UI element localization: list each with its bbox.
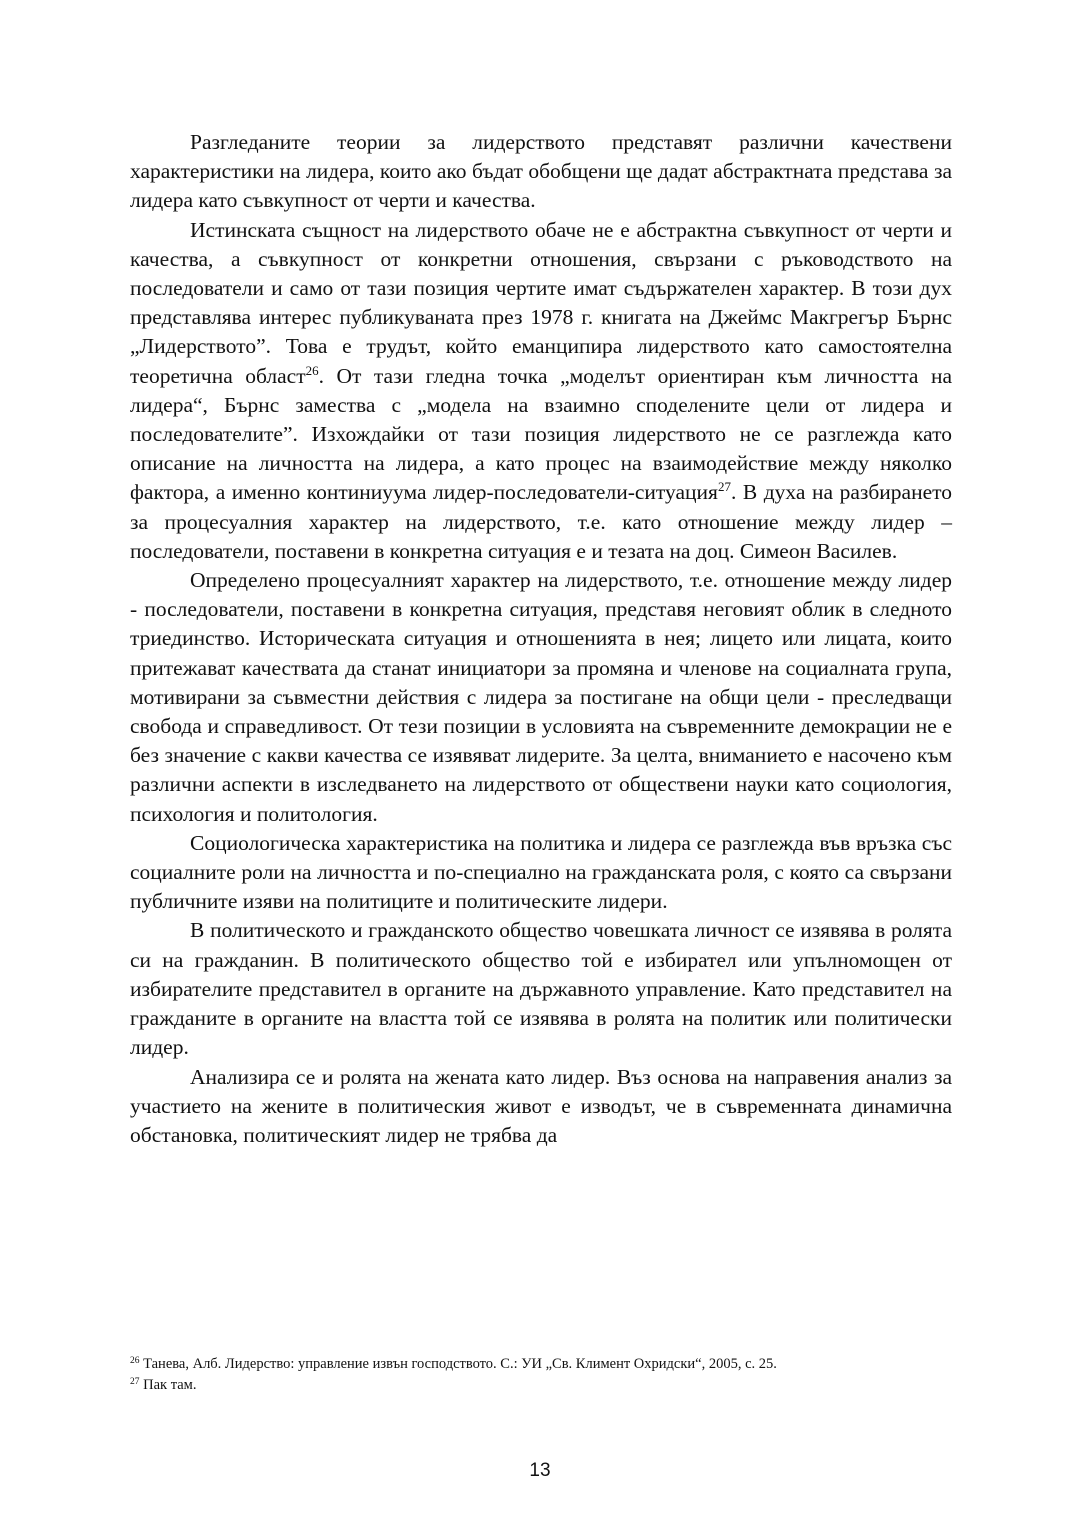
- paragraph-6: Анализира се и ролята на жената като лидер. Въз основа на направения анализ за участието на жените в политическия живот е изводът, че в съвременната динамична обстановка, политическият лидер не трябва да: [130, 1064, 952, 1147]
- paragraph-2-part-b: . От тази гледна точка „моделът ориентиран към личността на лидера“, Бърнс замества с „модела на взаимно споделените цели от лидера и последователите”. Изхождайки от тази позиция лидерството не се разглежда като описание на личността на лидера, а като процес на взаимодействие между няколко фактора, а именно континиуума лидер-последователи-ситуация: [130, 363, 953, 505]
- paragraph-5: В политическото и гражданското общество човешката личност се изявява в ролята си на гражданин. В политическото общество той е избирател или упълномощен от избирателите представител в органите на държавното управление. Като представител на гражданите в органите на властта той се изявява в ролята на политик или политически лидер.: [130, 918, 952, 1060]
- paragraph-1: Разгледаните теории за лидерството представят различни качествени характеристики на лидера, които ако бъдат обобщени ще дадат абстрактната представа за лидера като съвкупност от черти и качества.: [130, 130, 952, 213]
- body-text: [130, 128, 952, 1150]
- footnotes: [130, 1354, 952, 1396]
- footnote-ref-27[interactable]: 27: [717, 479, 731, 495]
- paragraph-2-part-a: Истинската същност на лидерството обаче не е абстрактна съвкупност от черти и качества, а съвкупност от конкретни отношения, свързани с ръководството на последователи и само от тази позиция чертите имат съдържателен характер. В този дух представлява интерес публикуваната през 1978 г. книгата на Джеймс Макгрегър Бърнс „Лидерството”. Това е трудът, който еманципира лидерството като самостоятелна теоретична област: [130, 217, 952, 388]
- footnote-ref-26[interactable]: 26: [305, 362, 319, 378]
- paragraph-2: [130, 216, 952, 566]
- footnote-26: [130, 1354, 952, 1375]
- footnote-26-marker: 26: [130, 1355, 140, 1366]
- page-number: 13: [529, 1460, 551, 1481]
- paragraph-4: Социологическа характеристика на политика и лидера се разглежда във връзка със социалните роли на личността и по-специално на гражданската роля, с която са свързани публичните изяви на политиците и политическите лидери.: [130, 830, 952, 914]
- footnote-27-text: Пак там.: [143, 1377, 197, 1393]
- footnote-26-text: Танева, Алб. Лидерство: управление извън господството. С.: УИ „Св. Климент Охридски“, 2005, с. 25.: [143, 1356, 777, 1372]
- footnote-27-marker: 27: [130, 1376, 140, 1387]
- paragraph-3: Определено процесуалният характер на лидерството, т.е. отношение между лидер - последователи, поставени в конкретна ситуация, представя неговият облик в следното триединство. Историческата ситуация и отношенията в нея; лицето или лицата, които притежават качествата да станат инициатори за промяна и членове на социалната група, мотивирани за съвместни действия с лидера за постигане на общи цели - преследващи свобода и справедливост. От тези позиции в условията на съвременните демокрации не е без значение с какви качества се изявяват лидерите. За целта, вниманието е насочено към различни аспекти в изследването на лидерството от обществени науки като социология, психология и политология.: [130, 568, 952, 826]
- footnote-27: [130, 1375, 952, 1396]
- paragraph-2-part-c: . В духа на разбирането за процесуалния характер на лидерството, т.е. като отношение между лидер – последователи, поставени в конкретна ситуация е и тезата на доц. Симеон Василев.: [130, 480, 952, 563]
